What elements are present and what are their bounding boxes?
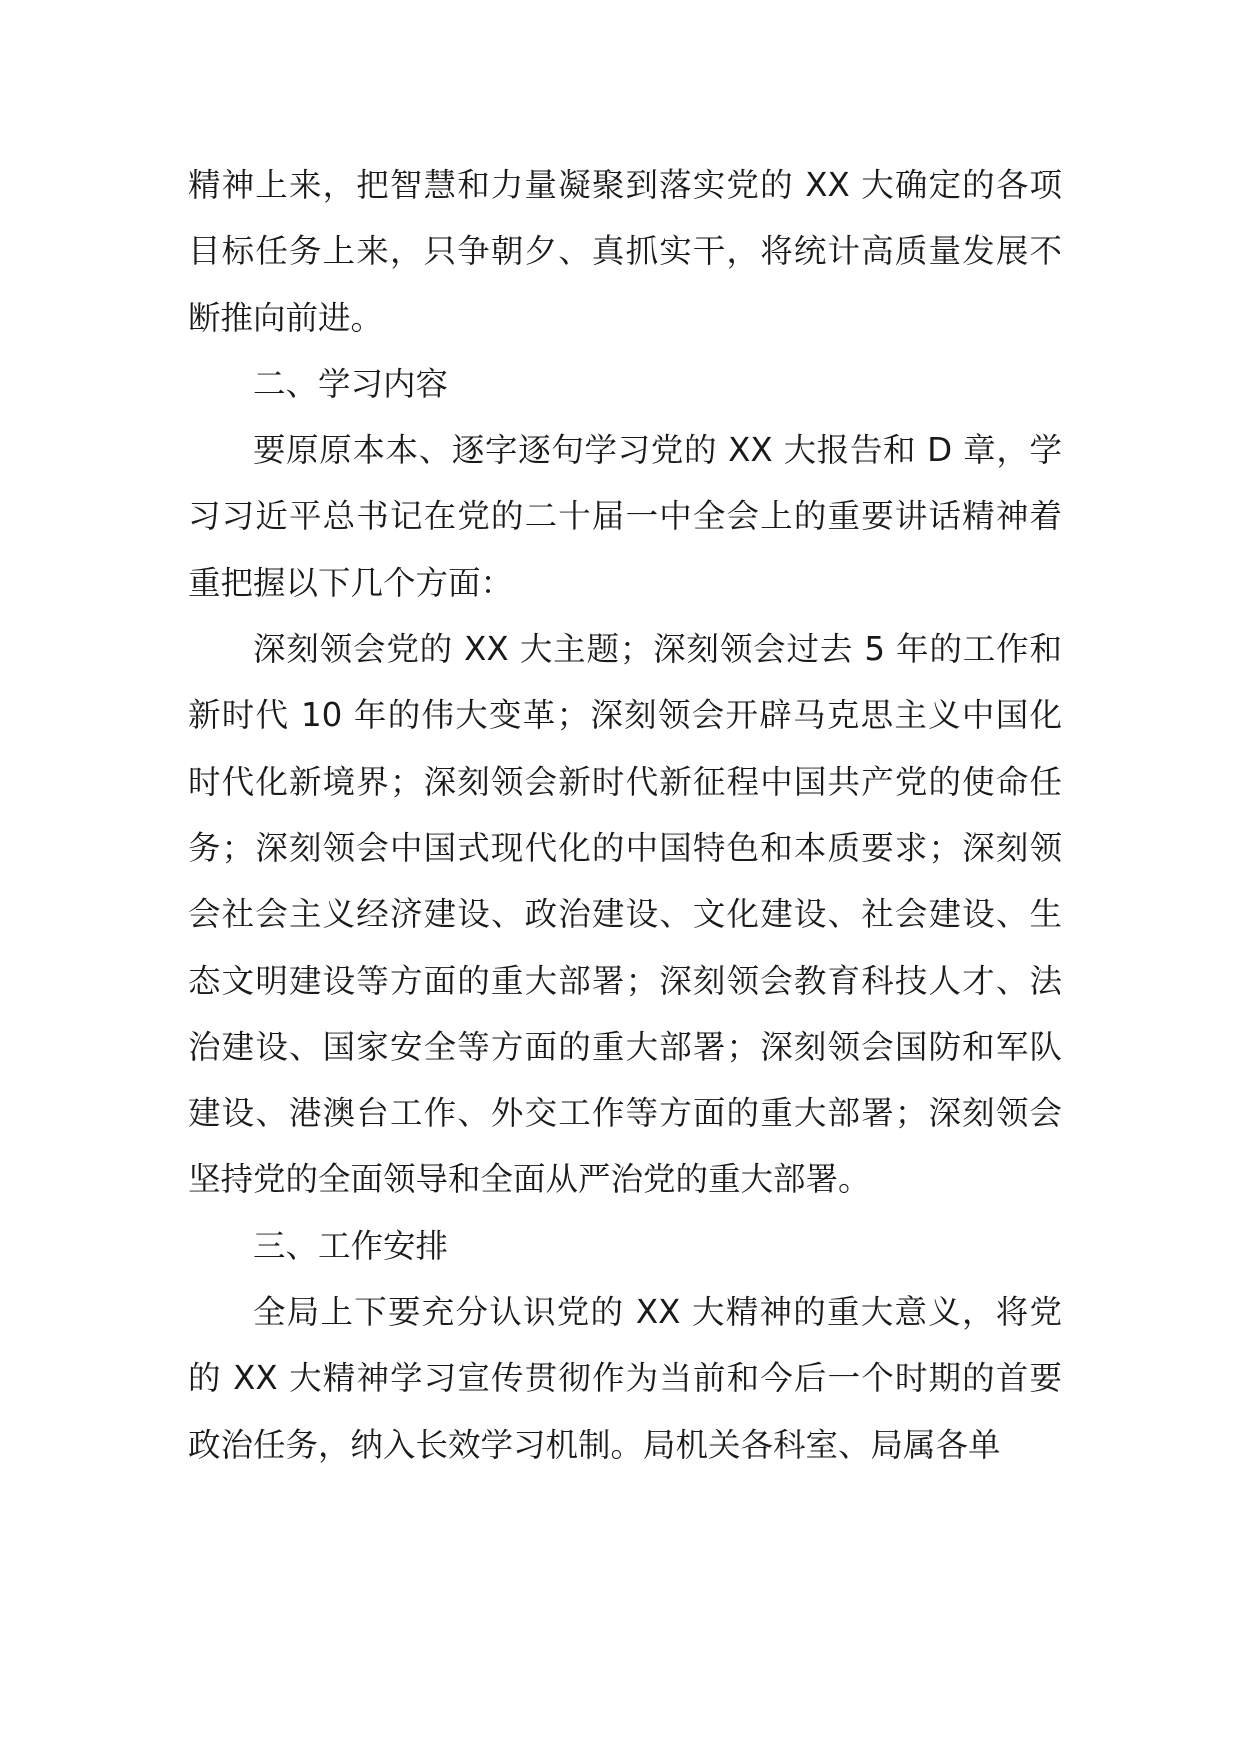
section-heading-work-arrangement: 三、工作安排 — [253, 1226, 449, 1265]
paragraph-work-arrangement: 全局上下要充分认识党的 XX 大精神的重大意义，将党的 XX 大精神学习宣传贯彻作为当前和今后一个时期的首要政治任务，纳入长效学习机制。局机关各科室、局属各单 — [188, 1293, 1062, 1464]
paragraph-continuation: 精神上来，把智慧和力量凝聚到落实党的 XX 大确定的各项目标任务上来，只争朝夕、真抓实干，将统计高质量发展不断推向前进。 — [188, 166, 1062, 337]
paragraph-study-requirement: 要原原本本、逐字逐句学习党的 XX 大报告和 D 章，学习习近平总书记在党的二十届一中全会上的重要讲话精神着重把握以下几个方面： — [188, 431, 1062, 602]
section-heading-learning-content: 二、学习内容 — [253, 364, 449, 403]
paragraph-key-points: 深刻领会党的 XX 大主题；深刻领会过去 5 年的工作和新时代 10 年的伟大变革；深刻领会开辟马克思主义中国化时代化新境界；深刻领会新时代新征程中国共产党的使命任务；深刻领会中国式现代化的中国特色和本质要求；深刻领会社会主义经济建设、政治建设、文化建设、社会建设、生态文明建设等方面的重大部署；深刻领会教育科技人才、法治建设、国家安全等方面的重大部署；深刻领会国防和军队建设、港澳台工作、外交工作等方面的重大部署；深刻领会坚持党的全面领导和全面从严治党的重大部署。 — [188, 630, 1062, 1199]
document-body — [188, 152, 1062, 1478]
